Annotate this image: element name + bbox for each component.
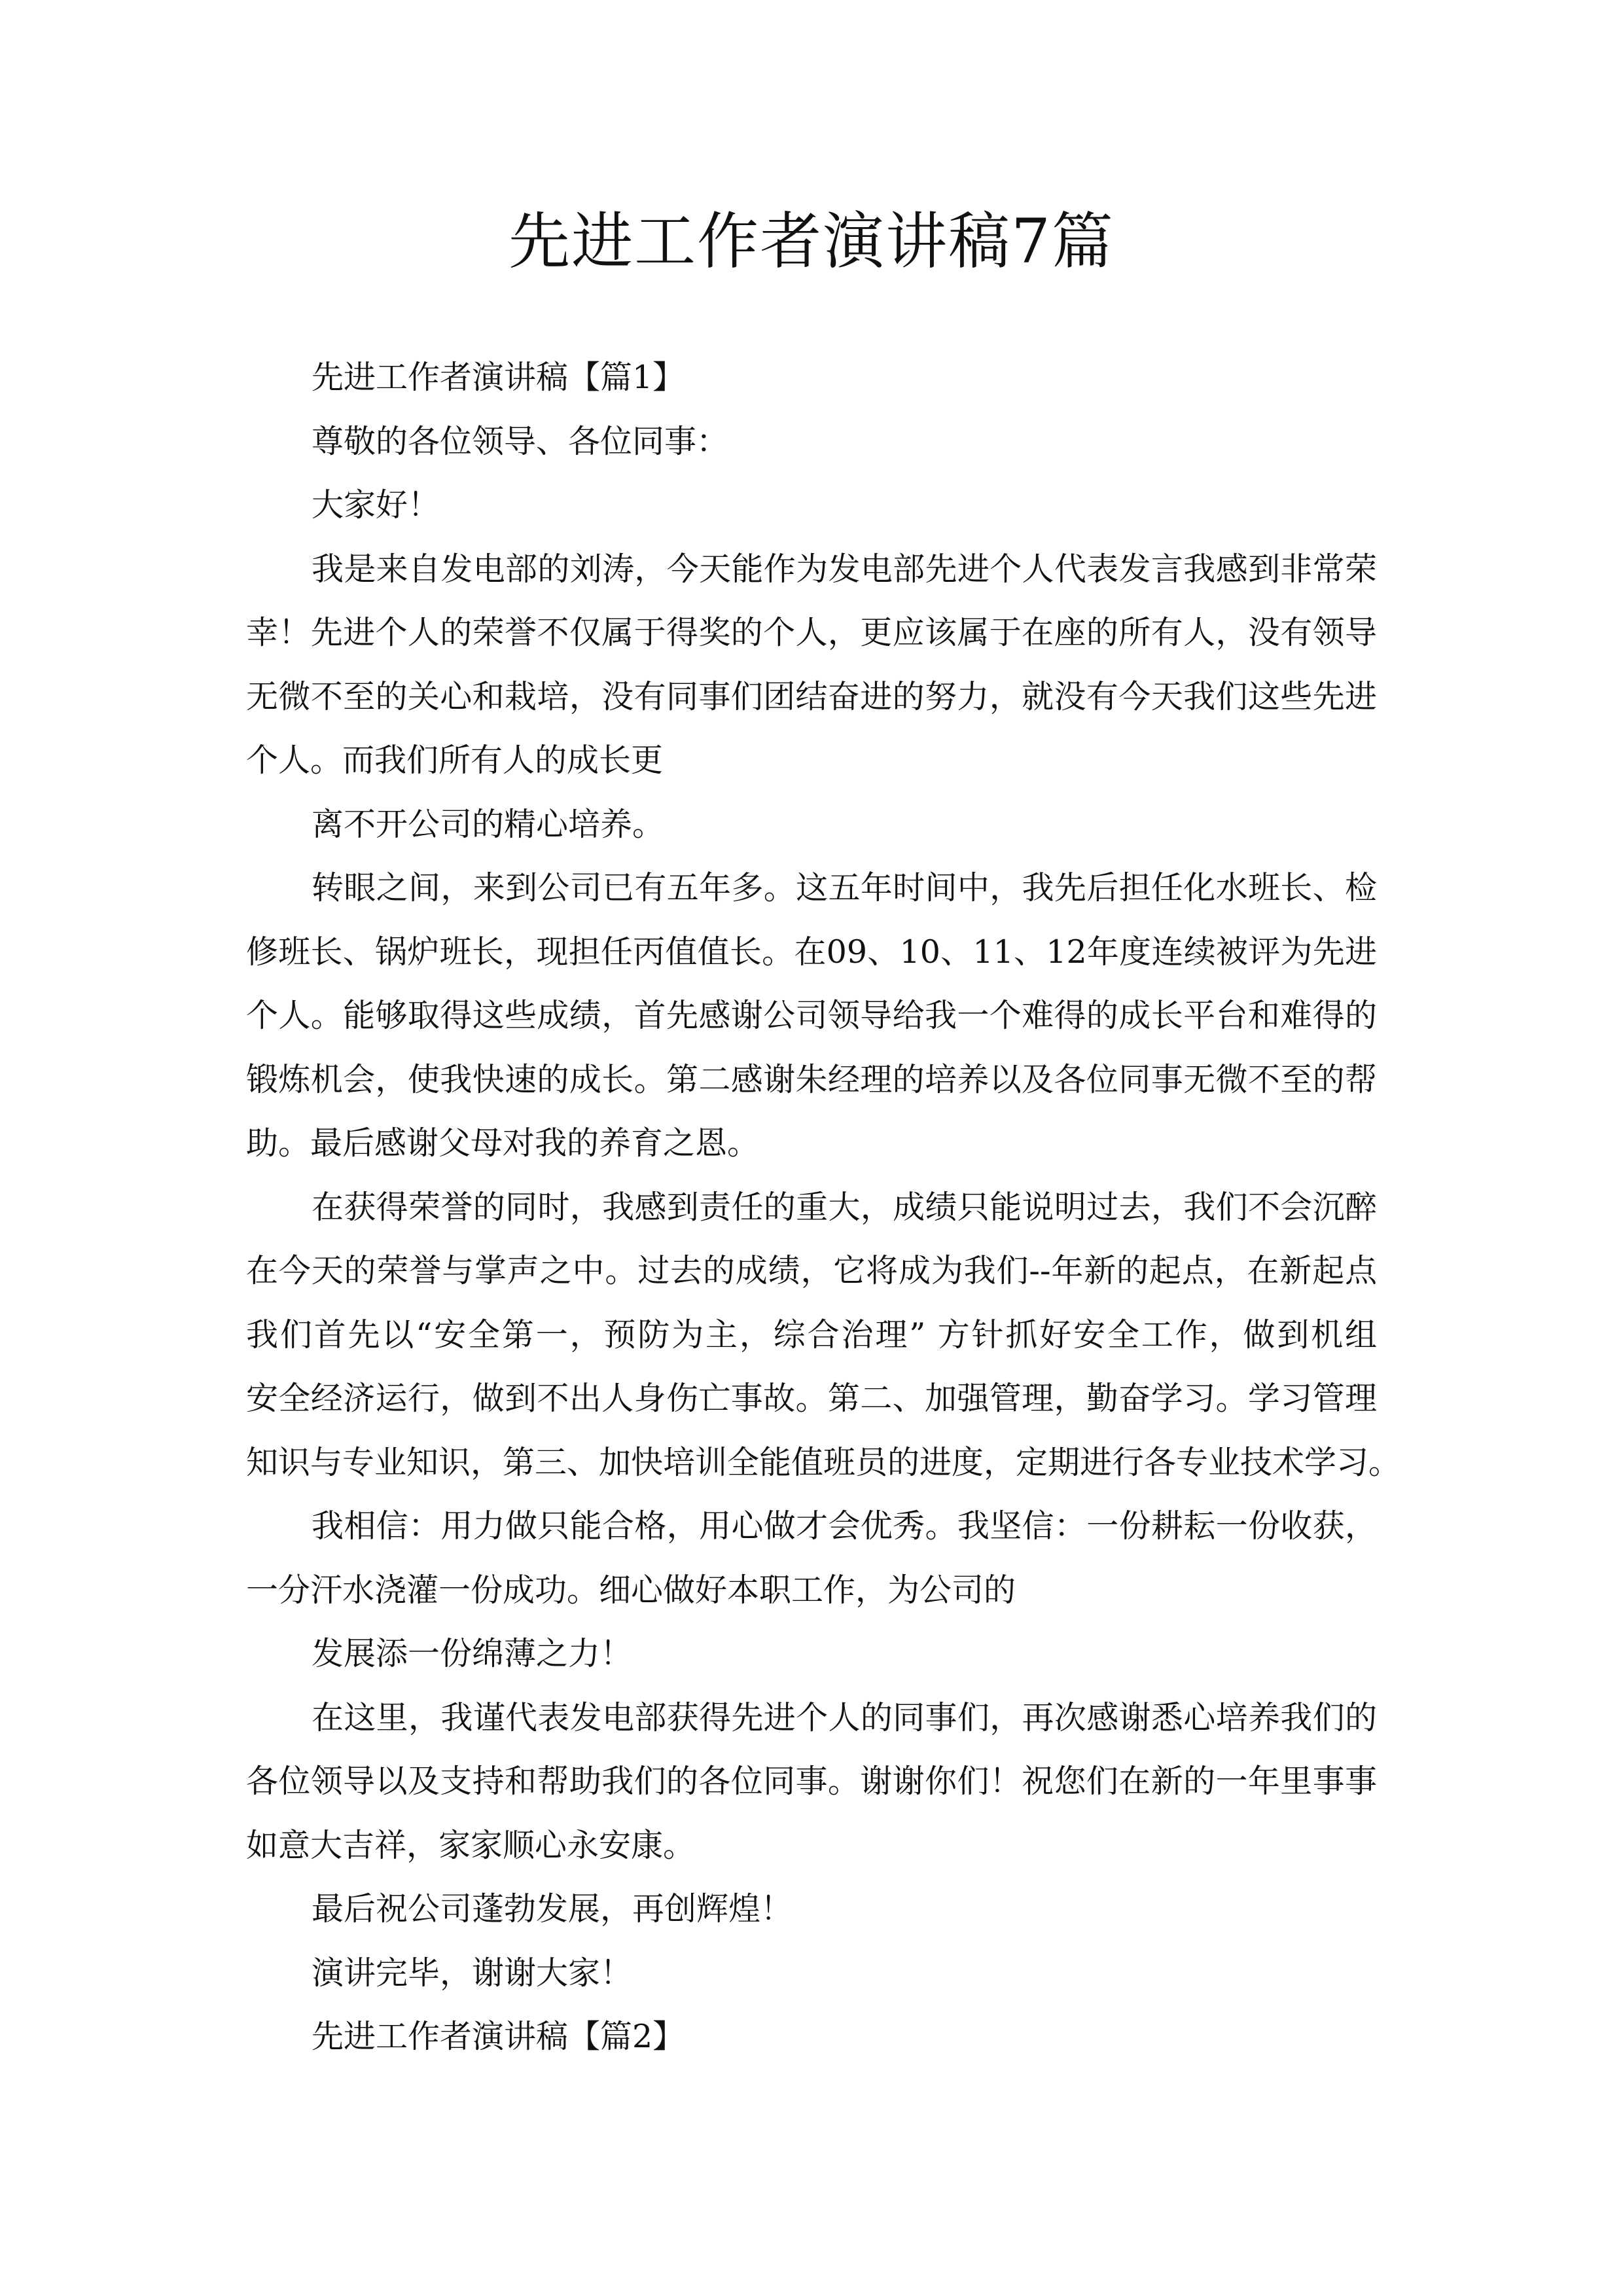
text-line: 在获得荣誉的同时，我感到责任的重大，成绩只能说明过去，我们不会沉醉 [312, 1188, 1377, 1226]
text-line: 个人。能够取得这些成绩，首先感谢公司领导给我一个难得的成长平台和难得的 [246, 997, 1377, 1034]
text-line: 无微不至的关心和栽培，没有同事们团结奋进的努力，就没有今天我们这些先进 [246, 677, 1377, 715]
paragraph [246, 1494, 1377, 1622]
text-line: 我是来自发电部的刘涛，今天能作为发电部先进个人代表发言我感到非常荣 [312, 550, 1377, 588]
text-line: 先进工作者演讲稿【篇2】 [312, 2018, 685, 2055]
paragraph [246, 537, 1377, 793]
paragraph [246, 793, 1377, 857]
paragraph [246, 2005, 1377, 2069]
text-line: 个人。而我们所有人的成长更 [246, 742, 664, 779]
text-line: 各位领导以及支持和帮助我们的各位同事。谢谢你们！祝您们在新的一年里事事 [246, 1763, 1377, 1800]
text-line: 发展添一份绵薄之力！ [312, 1635, 633, 1672]
text-line: 演讲完毕，谢谢大家！ [312, 1954, 633, 1992]
paragraph [246, 1175, 1401, 1495]
paragraph [246, 1686, 1377, 1878]
text-line: 我相信：用力做只能合格，用心做才会优秀。我坚信：一份耕耘一份收获， [312, 1507, 1377, 1545]
paragraph [246, 1877, 1377, 1941]
text-line: 离不开公司的精心培养。 [312, 805, 665, 843]
text-line: 锻炼机会，使我快速的成长。第二感谢朱经理的培养以及各位同事无微不至的帮 [246, 1060, 1377, 1098]
paragraph [246, 1941, 1377, 2005]
document-body [246, 346, 1401, 2069]
text-line: 安全经济运行，做到不出人身伤亡事故。第二、加强管理，勤奋学习。学习管理 [246, 1380, 1377, 1417]
paragraph [246, 410, 1377, 474]
text-line: 尊敬的各位领导、各位同事： [312, 422, 729, 460]
text-line: 如意大吉祥，家家顺心永安康。 [246, 1826, 696, 1864]
text-line: 我们首先以“安全第一，预防为主，综合治理” 方针抓好安全工作，做到机组 [246, 1316, 1377, 1354]
text-line: 在这里，我谨代表发电部获得先进个人的同事们，再次感谢悉心培养我们的 [312, 1698, 1377, 1736]
text-line: 先进工作者演讲稿【篇1】 [312, 359, 685, 396]
text-line: 幸！先进个人的荣誉不仅属于得奖的个人，更应该属于在座的所有人，没有领导 [246, 614, 1377, 651]
paragraph [246, 1622, 1377, 1686]
text-line: 在今天的荣誉与掌声之中。过去的成绩，它将成为我们--年新的起点，在新起点 [246, 1252, 1377, 1289]
text-line: 助。最后感谢父母对我的养育之恩。 [246, 1124, 760, 1162]
text-line: 转眼之间，来到公司已有五年多。这五年时间中，我先后担任化水班长、检 [312, 869, 1377, 906]
text-line: 最后祝公司蓬勃发展，再创辉煌！ [312, 1890, 793, 1928]
document-title: 先进工作者演讲稿7篇 [508, 206, 1115, 278]
text-line: 一分汗水浇灌一份成功。细心做好本职工作，为公司的 [246, 1571, 1016, 1609]
text-line: 知识与专业知识，第三、加快培训全能值班员的进度，定期进行各专业技术学习。 [246, 1443, 1401, 1481]
paragraph [246, 346, 1377, 410]
paragraph [246, 473, 1377, 537]
text-line: 大家好！ [312, 486, 440, 524]
paragraph [246, 856, 1377, 1175]
text-line: 修班长、锅炉班长，现担任丙值值长。在09、10、11、12年度连续被评为先进 [246, 933, 1377, 971]
